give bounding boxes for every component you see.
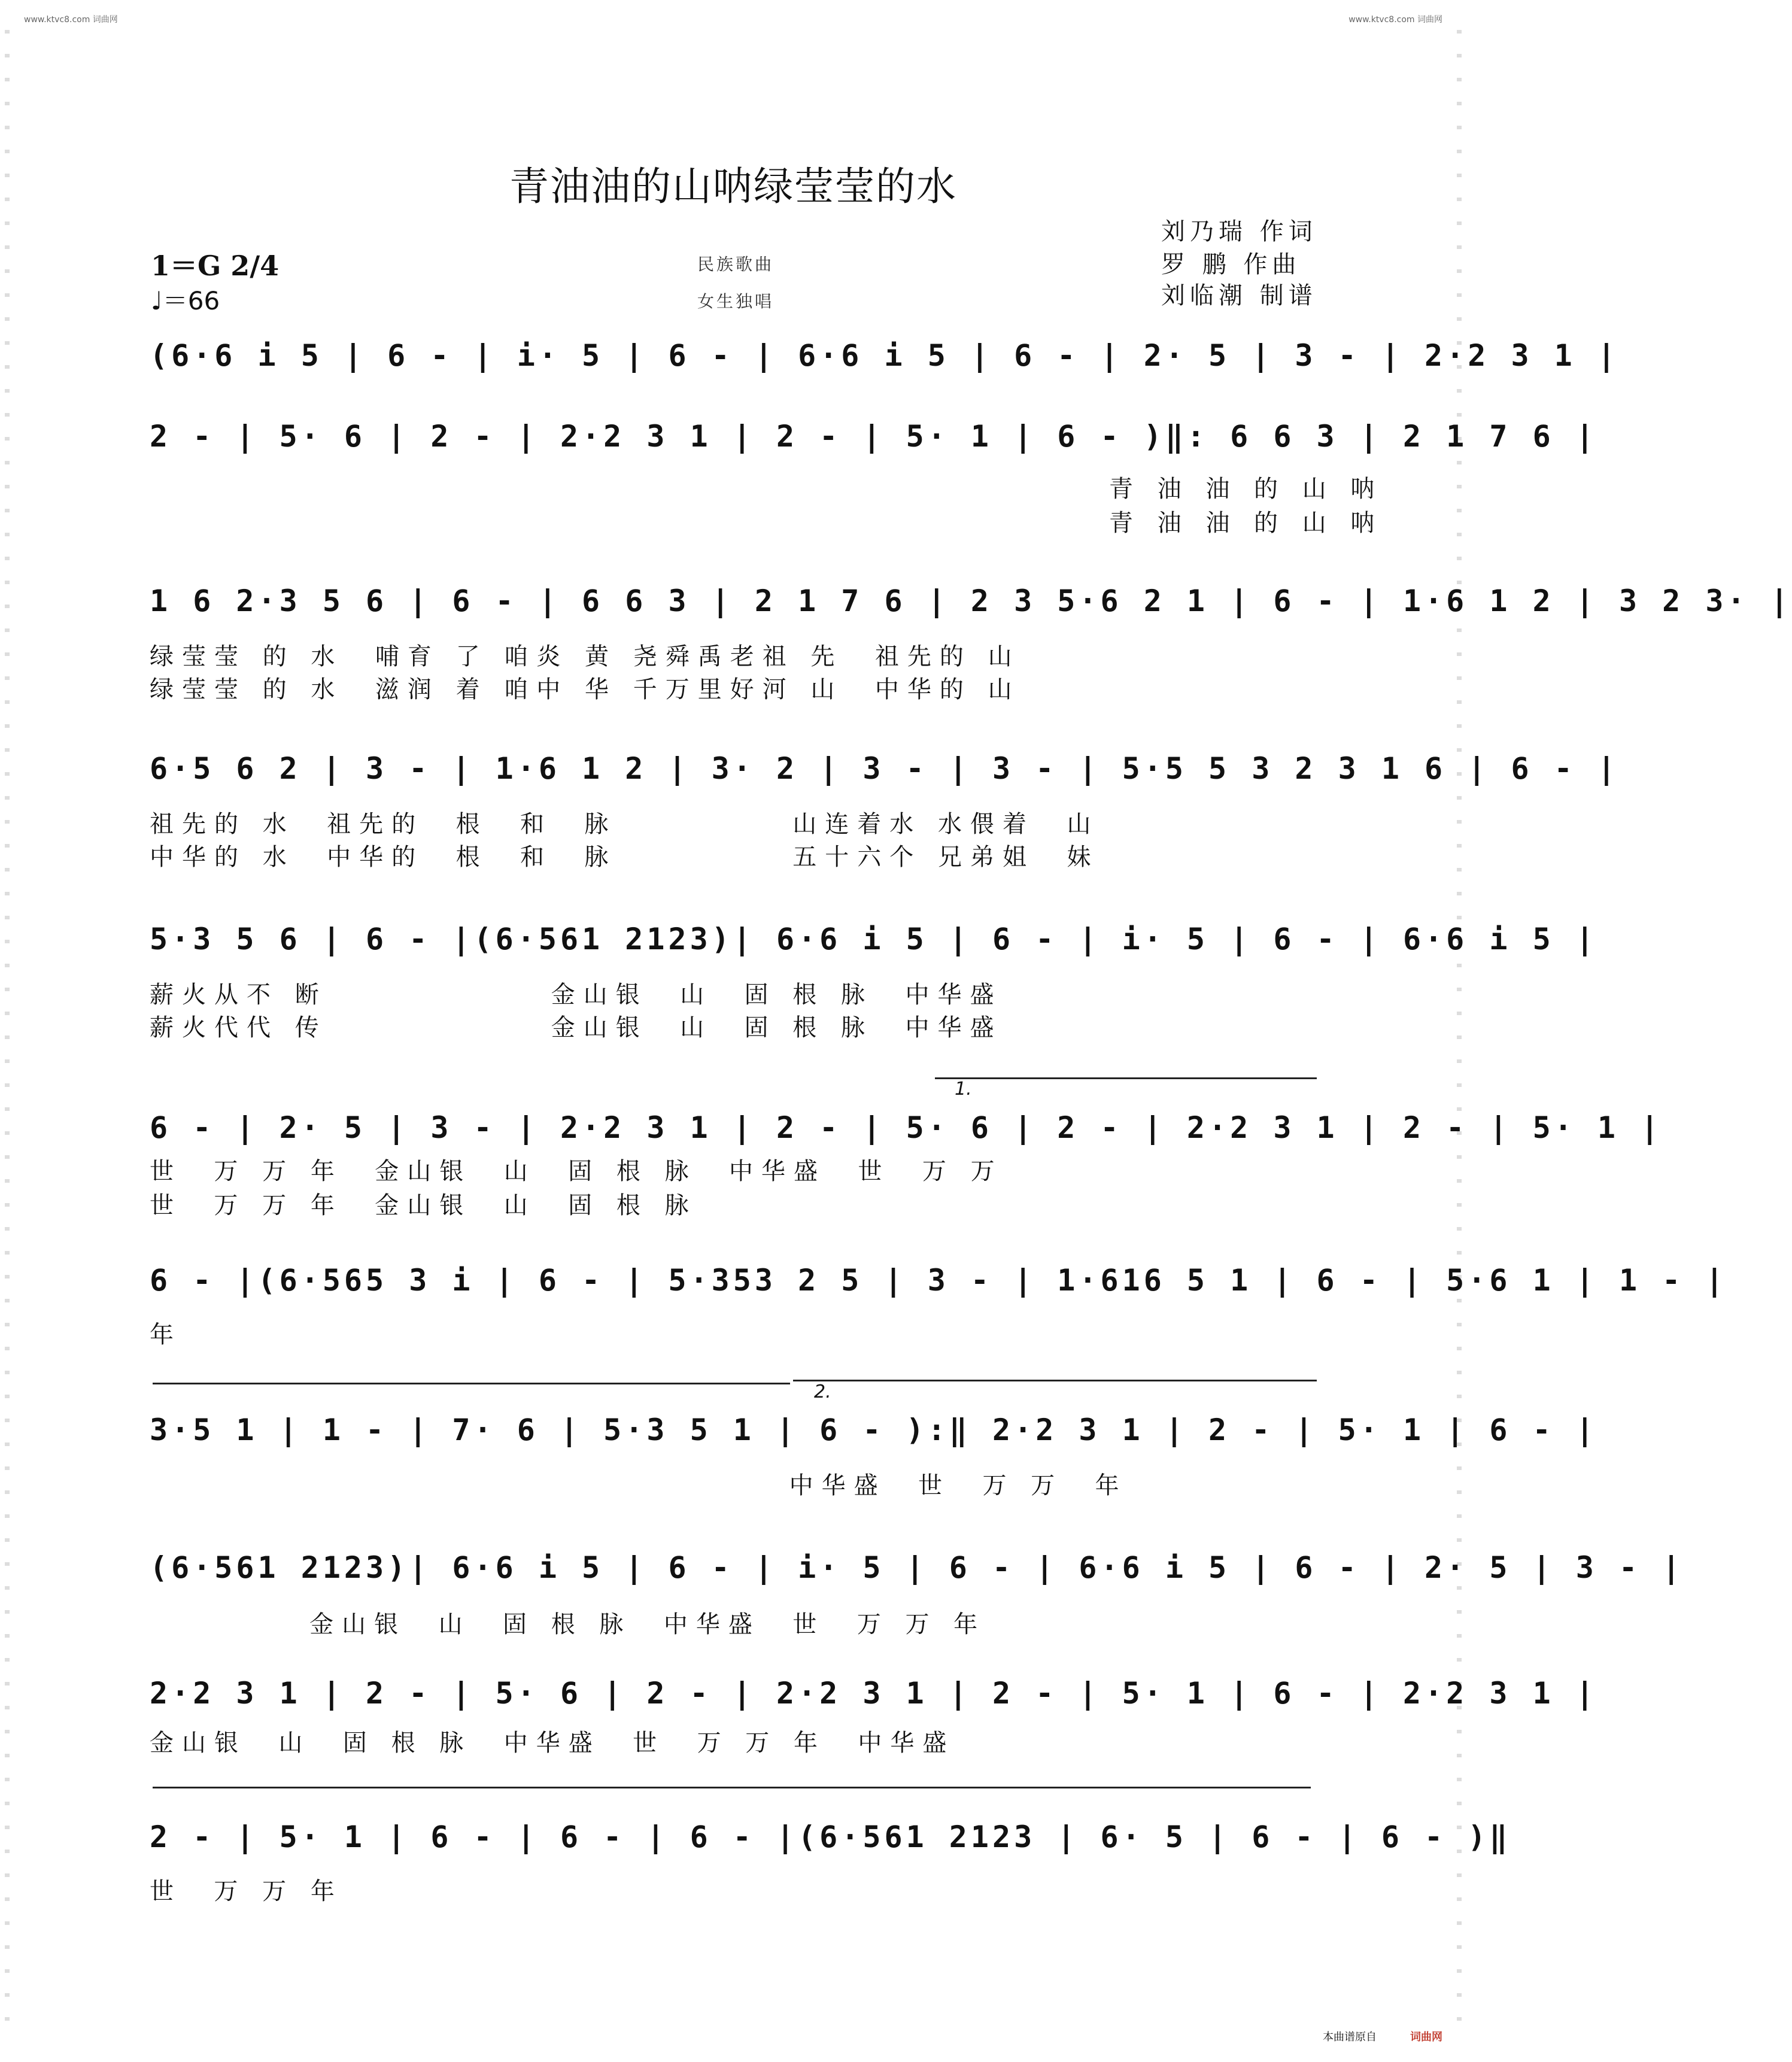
key-signature: 1＝G 2/4	[151, 250, 280, 282]
notes: 5·3 5 6 | 6 - |(6·561 2123)| 6·6 i 5 | 6 - | i· 5 | 6 - | 6·6 i 5 |	[150, 922, 1597, 956]
lyric-verse-2: 中华的 水 中华的 根 和 脉 五十六个 兄弟姐 妹	[150, 843, 1100, 871]
volta-bracket-line	[153, 1383, 790, 1384]
lyric-verse-2: 青 油 油 的 山 呐	[150, 509, 1383, 537]
lyric-verse-1: 年	[150, 1321, 182, 1349]
lyric-verse-1: 祖先的 水 祖先的 根 和 脉 山连着水 水偎着 山	[150, 810, 1100, 838]
arranger: 刘临潮 制谱	[1161, 282, 1317, 309]
margin-strip-right	[1457, 30, 1462, 2041]
lyric-verse-1: 金山银 山 固 根 脉 中华盛 世 万 万 年 中华盛	[150, 1729, 955, 1757]
slur-line	[153, 1787, 1311, 1788]
volta-number-1: 1.	[955, 1079, 972, 1100]
notes: (6·561 2123)| 6·6 i 5 | 6 - | i· 5 | 6 - | 6·6 i 5 | 6 - | 2· 5 | 3 - |	[150, 1550, 1684, 1585]
composer: 罗 鹏 作曲	[1161, 251, 1301, 278]
voice: 女生独唱	[697, 291, 774, 311]
lyric-verse-1: 金山银 山 固 根 脉 中华盛 世 万 万 年	[150, 1611, 986, 1638]
notes: 6·5 6 2 | 3 - | 1·6 1 2 | 3· 2 | 3 - | 3 - | 5·5 5 3 2 3 1 6 | 6 - |	[150, 751, 1619, 786]
site-left: www.ktvc8.com 词曲网	[24, 15, 118, 25]
lyric-verse-2: 薪火代代 传 金山银 山 固 根 脉 中华盛	[150, 1014, 1003, 1041]
notes: (6·6 i 5 | 6 - | i· 5 | 6 - | 6·6 i 5 | 6 - | 2· 5 | 3 - | 2·2 3 1 |	[150, 338, 1619, 373]
footer-source: 本曲谱原自	[1323, 2031, 1377, 2043]
site-right: www.ktvc8.com 词曲网	[1348, 15, 1442, 25]
volta-bracket-2	[793, 1380, 1317, 1381]
lyric-verse-1: 世 万 万 年	[150, 1878, 343, 1905]
notes: 2 - | 5· 1 | 6 - | 6 - | 6 - |(6·561 2123 | 6· 5 | 6 - | 6 - )‖	[150, 1820, 1511, 1854]
lyric-verse-2: 世 万 万 年 金山银 山 固 根 脉	[150, 1192, 697, 1219]
volta-bracket-1	[935, 1077, 1317, 1079]
lyric-verse-1: 薪火从不 断 金山银 山 固 根 脉 中华盛	[150, 981, 1003, 1009]
footer-site[interactable]: 词曲网	[1410, 2031, 1442, 2043]
notes: 2·2 3 1 | 2 - | 5· 6 | 2 - | 2·2 3 1 | 2 - | 5· 1 | 6 - | 2·2 3 1 |	[150, 1676, 1597, 1711]
song-title: 青油油的山呐绿莹莹的水	[509, 163, 957, 209]
notes: 1 6 2·3 5 6 | 6 - | 6 6 3 | 2 1 7 6 | 2 3 5·6 2 1 | 6 - | 1·6 1 2 | 3 2 3· |	[150, 584, 1792, 618]
tempo: ♩＝66	[151, 286, 220, 315]
lyricist: 刘乃瑞 作词	[1161, 218, 1317, 245]
notes: 2 - | 5· 6 | 2 - | 2·2 3 1 | 2 - | 5· 1 | 6 - )‖: 6 6 3 | 2 1 7 6 |	[150, 419, 1597, 454]
lyric-verse-1: 世 万 万 年 金山银 山 固 根 脉 中华盛 世 万 万	[150, 1158, 1003, 1185]
lyric-verse-2: 绿莹莹 的 水 滋润 着 咱中 华 千万里好河 山 中华的 山	[150, 676, 1020, 703]
genre: 民族歌曲	[697, 254, 774, 274]
lyric-verse-1: 青 油 油 的 山 呐	[150, 475, 1383, 503]
lyric-verse-1: 绿莹莹 的 水 哺育 了 咱炎 黄 尧舜禹老祖 先 祖先的 山	[150, 643, 1020, 670]
notes: 3·5 1 | 1 - | 7· 6 | 5·3 5 1 | 6 - ):‖ 2·2 3 1 | 2 - | 5· 1 | 6 - |	[150, 1413, 1597, 1447]
volta-number-2: 2.	[814, 1381, 831, 1402]
notes: 6 - |(6·565 3 i | 6 - | 5·353 2 5 | 3 - | 1·616 5 1 | 6 - | 5·6 1 | 1 - |	[150, 1263, 1727, 1298]
lyric-verse-1: 中华盛 世 万 万 年	[150, 1472, 1128, 1499]
notes: 6 - | 2· 5 | 3 - | 2·2 3 1 | 2 - | 5· 6 | 2 - | 2·2 3 1 | 2 - | 5· 1 |	[150, 1110, 1663, 1145]
margin-strip-left	[5, 30, 10, 2041]
